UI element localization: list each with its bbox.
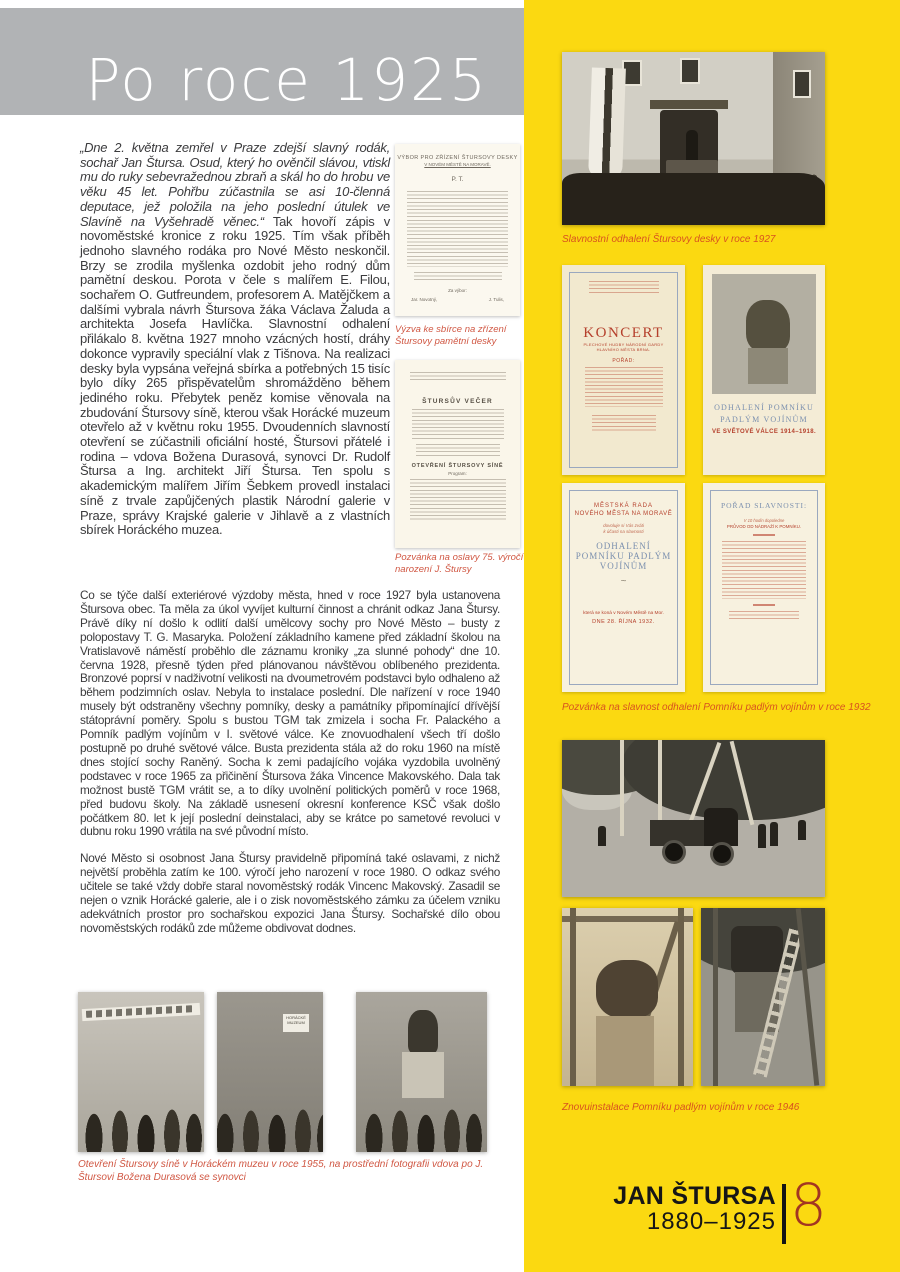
- opening-paragraph: [80, 141, 390, 538]
- caption-unveiling-1927: Slavnostní odhalení Štursovy desky v roce 1927: [562, 234, 776, 245]
- truck-cab: [704, 808, 738, 846]
- scaffold-pole: [713, 908, 718, 1086]
- footer-name-block: [524, 1183, 776, 1235]
- text-lines: [592, 415, 656, 433]
- divider: [753, 534, 775, 536]
- document-koncert-programme: [562, 265, 685, 475]
- photo-reinstall-lifting: [562, 908, 693, 1086]
- truck-wheel: [662, 840, 686, 864]
- schedule-title: POŘAD SLAVNOSTI:: [720, 501, 808, 510]
- event-line1: ODHALENÍ: [596, 541, 651, 551]
- photo-hall-opening-left: [78, 992, 204, 1152]
- window: [680, 58, 700, 84]
- photo-hall-opening-middle: [217, 992, 323, 1152]
- photo-hall-opening-right: [356, 992, 487, 1152]
- monument-photo: [712, 274, 816, 394]
- procession-line1: V 10 hodin dopoledne: [743, 518, 785, 523]
- scaffold-pole: [570, 908, 576, 1086]
- council-line2: NOVÉHO MĚSTA NA MORAVĚ: [574, 511, 673, 517]
- letter-body-lines: [407, 191, 508, 267]
- salutation: P. T.: [451, 176, 464, 183]
- document-border: [569, 490, 678, 685]
- text-lines: [410, 372, 506, 380]
- monument-line3: VE SVĚTOVÉ VÁLCE 1914–1918.: [711, 429, 817, 435]
- programme-lines: [585, 367, 663, 407]
- page-title: Po roce 1925: [85, 46, 488, 114]
- text-lines: [729, 611, 799, 619]
- footer-divider-bar: [782, 1184, 786, 1244]
- committee-line2: V NOVÉM MĚSTĚ NA MORAVĚ.: [424, 162, 491, 167]
- article-paragraph-3: Nové Město si osobnost Jana Štursy pravidelně připomíná také oslavami, z nichž největší proběhla zatím ke 100. výročí jeho narození v roce 1980. O odkaz svého učitele se také vždy dobře staral novoměstský rodák Vincenc Makovský. Zasadil se nejen o vznik Horácké galerie, ale i o zisk novoměstského zámku za účelem vzniku adekvátních prostor pro sochařskou expozici Jana Štursy. Sochařské dílo obou novoměstských rodáků zde můžeme obdivovat dodnes.: [80, 851, 500, 935]
- koncert-title: KONCERT: [583, 325, 664, 341]
- sculpture-pedestal: [748, 348, 788, 384]
- onlooker-figure: [598, 826, 606, 846]
- sculpture: [408, 1010, 438, 1054]
- main-article: [80, 589, 500, 949]
- workers-group: [596, 960, 658, 1018]
- document-committee-appeal: [395, 144, 520, 316]
- sculptor-name: JAN ŠTURSA: [613, 1182, 776, 1210]
- yellow-sidebar: [524, 0, 900, 1272]
- scaffold-beam: [562, 916, 693, 922]
- committee-line1: VÝBOR PRO ZŘÍZENÍ ŠTURSOVY DESKY: [397, 155, 518, 161]
- signature-left: Jar. Novotný,: [411, 297, 438, 302]
- truck-wheel: [710, 842, 734, 866]
- programme-lines: [412, 409, 504, 439]
- signature-right: J. Tulis,: [488, 297, 504, 302]
- koncert-subtitle2: HLAVNÍHO MĚSTA BRNA.: [596, 347, 651, 352]
- header-banner: [0, 8, 524, 115]
- caption-invitation-1932: Pozvánka na slavnost odhalení Pomníku padlým vojínům v roce 1932: [562, 702, 871, 713]
- caption-hall-opening: Otevření Štursovy síně v Horáckém muzeu v roce 1955, na prostřední fotografii vdova po J. Štursovi Božena Durasová se synovci: [78, 1159, 484, 1183]
- text-lines: [589, 281, 659, 295]
- document-invitation-1932: [562, 483, 685, 692]
- onlooker-figure: [798, 820, 806, 840]
- photo-reinstall-statue: [701, 908, 825, 1086]
- visitors-group: [217, 1078, 323, 1152]
- article-paragraph-2: Co se týče další exteriérové výzdoby města, hned v roce 1927 byla ustanovena Štursova obec. Ta měla za úkol vyvíjet kulturní činnost a chránit odkaz Jana Štursy. Právě díky ní došlo k odlití další umělcovy sochy pro Nové Město – busty z polopostavy T. G. Masaryka. Položení základního kamene před základní školou na Vratislavově náměstí proběhlo dle záznamu kroniky „za slunné pohody“ dne 10. června 1928, přesně týden před plánovanou návštěvou oblíbeného prezidenta. Bronzové poprsí v nadživotní velikosti na dvoumetrovém podstavci bylo odhaleno až během podzimních oslav. Nebyla to instalace poslední. Dle nařízení v roce 1940 musely být odstraněny všechny pomníky, desky a památníky připomínající dřívější státoprávní poměry. Spolu s bustou TGM tak zmizela i socha Fr. Palackého a Pomník padlým vojínům v I. světové válce. Ke znovuodhalení všech tří došlo postupně po druhé světové válce. Busta prezidenta stála až do roku 1960 na místě dnes stojící sochy Raněný. Socha k zemi padajícího vojáka vyzdobila uvolněný podstavec v roce 1965 za přičinění Štursova žáka Vincence Makovského. Dala tak možnost bustě TGM vrátit se, a to díky uvolnění politických poměrů v roce 1968, před budovu školy. Na základě usnesení okresní konference KSČ však došlo počátkem 80. let k její poslední deinstalaci, aby se krátce po sametové revoluci v dubnu roku 1990 vrátila na své původní místo.: [80, 588, 500, 839]
- scaffold-pole: [678, 908, 684, 1086]
- visitors-group: [358, 1078, 486, 1152]
- invite-line1: dovoluje si Vás zváti: [603, 523, 644, 528]
- speaker-figure: [686, 130, 698, 164]
- document-stursa-evening: [395, 360, 520, 548]
- monument-line2: PADLÝM VOJÍNŮM: [720, 415, 808, 424]
- programme-lines: [410, 479, 506, 521]
- sculptor-years: 1880–1925: [646, 1208, 776, 1235]
- monument-plinth: [596, 1016, 654, 1086]
- soldiers-sculpture: [746, 300, 790, 352]
- hall-opening-title: OTEVŘENÍ ŠTURSOVY SÍNĚ: [411, 463, 504, 469]
- venue-line: která se koná v Novém Městě na Mor.: [583, 611, 664, 616]
- crowd-silhouette: [562, 173, 825, 225]
- onlooker-figure: [758, 824, 766, 848]
- photo-monument-transport: [562, 740, 825, 897]
- monument-line1: ODHALENÍ POMNÍKU: [714, 403, 814, 412]
- caption-committee-appeal: Výzva ke sbírce na zřízení Štursovy pamětní desky: [395, 324, 507, 348]
- invite-line2: k účasti na slavnosti: [603, 529, 644, 534]
- chronicle-quote: „Dne 2. května zemřel v Praze zdejší slavný rodák, sochař Jan Štursa. Osud, který ho ověnčil slávou, vtiskl mu do ruky sebevražednou zbraň a skál ho do hrobu ve věku 45 let. Pohřbu zúčastnila se asi 10-členná deputace, jež položila na jeho poslední útulek ve Slavíně na Vyšehradě věnec.“: [80, 140, 390, 229]
- document-ceremony-schedule: [703, 483, 825, 692]
- divider: [753, 604, 775, 606]
- text-lines: [416, 444, 500, 456]
- event-line2: POMNÍKU PADLÝM: [575, 551, 672, 561]
- page-number: 8: [790, 1171, 827, 1239]
- koncert-subtitle1: PLECHOVÉ HUDBY NÁRODNÍ GARDY: [583, 342, 664, 347]
- procession-line2: PRŮVOD OD NÁDRAŽÍ K POMNÍKU.: [726, 524, 802, 529]
- date-line: DNE 28. ŘÍJNA 1932.: [592, 619, 655, 625]
- statue-group: [731, 926, 783, 974]
- photo-unveiling-1927: [562, 52, 825, 225]
- document-monument-card: [703, 265, 825, 475]
- opening-text: Tak hovoří zápis v novoměstské kronice z roku 1925. Tím však příběh jednoho slavného rodáka pro Nové Město neskončil. Brzy se zrodila myšlenka ozdobit jeho rodný dům pamětní deskou. Porota v čele s malířem E. Filou, sochařem O. Gutfreundem, profesorem A. Matějčkem a dalšími vybrala návrh Štursova žáka Václava Žaluda a architekta Josefa Havlíčka. Slavnostní odhalení přilákalo 8. května 1927 mnoho vzácných hostí, dráhy dokonce vypravily speciální vlak z Tišnova. Na realizaci desky byla vypsána veřejná sbírka a potřebných 15 tisíc bylo díky 265 přispěvatelům shromážděno během jediného roku. Přebytek peněz komise věnovala na zbudování Štursovy síně, kterou však Horácké muzeum otevřelo až v květnu roku 1955. Dvoudenních slavností otevření se zúčastnili oficiální hosté, Štursovi přátelé i rodina – vdova Božena Durasová, synovci Dr. Rudolf Štursa a Ing. architekt Jiří Štursa. Ten spolu s akademickým malířem Jiřím Šebkem provedl instalaci síně z trvale zapůjčených plastik Národní galerie v Praze, správy Krajské galerie v Jihlavě a z vlastních sbírek Horáckého muzea.: [80, 213, 390, 538]
- ornament-squiggle: ~: [620, 576, 627, 587]
- onlooker-figure: [770, 822, 778, 846]
- scaffold-pole: [620, 740, 624, 836]
- council-line1: MĚSTSKÁ RADA: [593, 503, 653, 509]
- visitors-group: [78, 1078, 204, 1152]
- programme-label: POŘAD:: [612, 358, 635, 364]
- programme-label: Program:: [448, 471, 467, 476]
- schedule-lines: [722, 541, 806, 599]
- shop-sign: [650, 100, 728, 109]
- window: [793, 70, 811, 98]
- letter-body-lines: [414, 272, 502, 283]
- flag-drape: [588, 67, 626, 178]
- evening-title: ŠTURSŮV VEČER: [422, 398, 493, 405]
- signatures-row: [411, 297, 504, 302]
- caption-reinstall-1946: Znovuinstalace Pomníku padlým vojínům v roce 1946: [562, 1102, 800, 1113]
- for-committee-label: Za výbor:: [448, 288, 467, 293]
- museum-sign: HORÁCKÉ MUZEUM: [283, 1014, 309, 1032]
- event-line3: VOJÍNŮM: [599, 561, 648, 571]
- caption-evening: Pozvánka na oslavy 75. výročí narození J. Štursy: [395, 552, 524, 576]
